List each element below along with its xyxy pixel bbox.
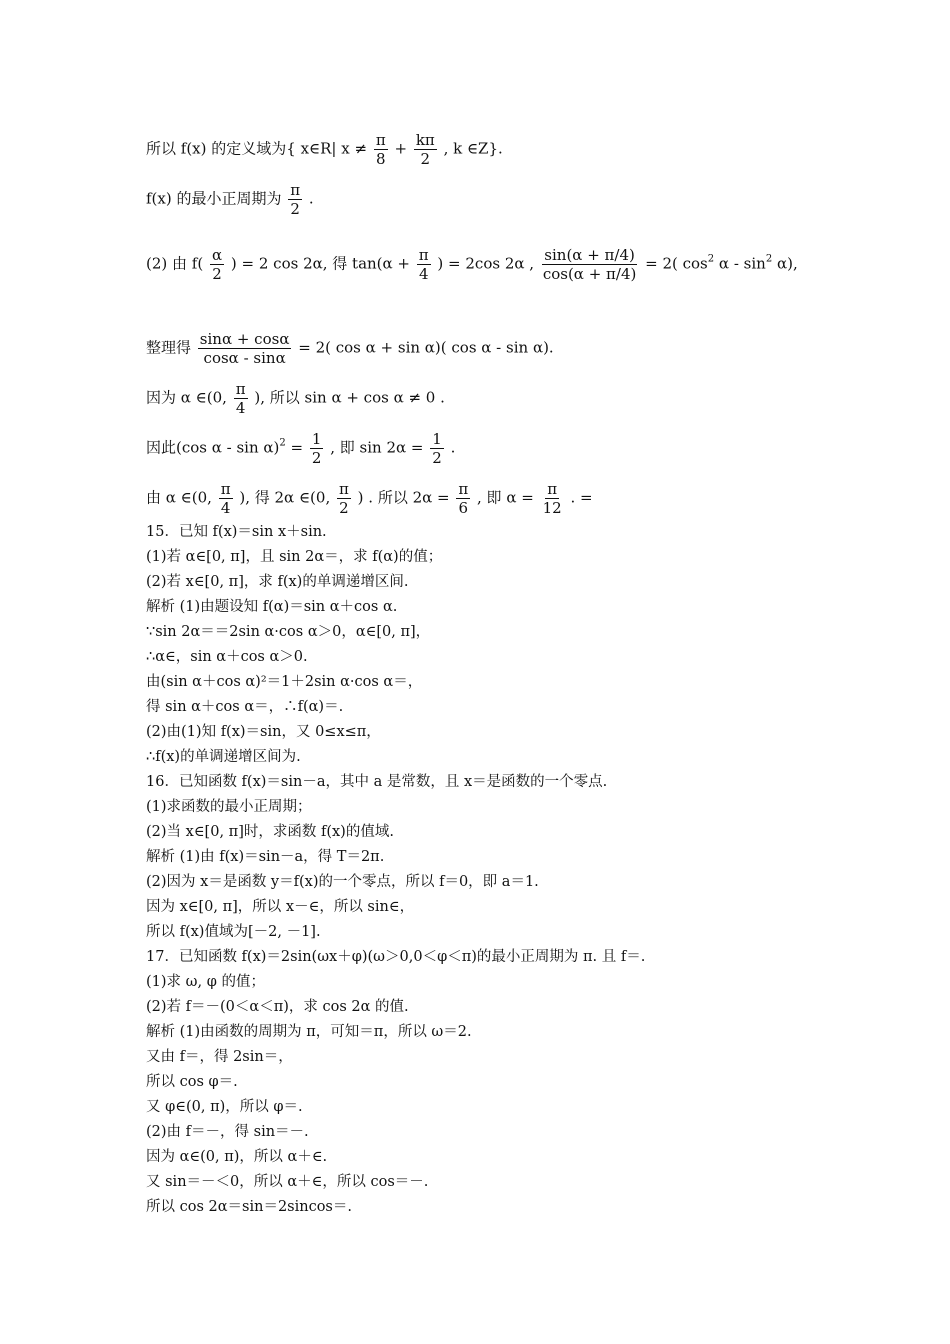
text-line: ∴f(x)的单调递增区间为. bbox=[146, 749, 301, 765]
text-line: (2)若 x∈[0, π]，求 f(x)的单调递增区间. bbox=[146, 574, 409, 590]
numerator: α bbox=[211, 246, 223, 264]
numerator: π bbox=[290, 181, 301, 199]
text-line: 所以 cos φ＝. bbox=[146, 1074, 238, 1090]
denominator: 8 bbox=[375, 150, 386, 168]
text: = 2( cos bbox=[645, 254, 708, 273]
text-line: (1)求函数的最小正周期； bbox=[146, 799, 312, 815]
text: α - sin bbox=[718, 254, 766, 273]
text-line: 解析 (1)由题设知 f(α)＝sin α＋cos α. bbox=[146, 599, 398, 615]
denominator: 4 bbox=[220, 499, 231, 517]
fraction bbox=[541, 480, 564, 517]
denominator: 2 bbox=[212, 265, 222, 283]
range-line bbox=[146, 380, 445, 417]
text: (2) 由 f( bbox=[146, 254, 204, 273]
denominator: 2 bbox=[290, 200, 300, 218]
superscript: 2 bbox=[707, 253, 715, 265]
text: , 即 α = bbox=[477, 488, 534, 507]
fraction bbox=[541, 246, 639, 283]
superscript: 2 bbox=[279, 437, 286, 449]
superscript: 2 bbox=[765, 253, 773, 265]
fraction bbox=[210, 246, 224, 283]
fraction bbox=[414, 131, 437, 168]
text: , 即 sin 2α = bbox=[330, 438, 424, 457]
period-line bbox=[146, 181, 314, 218]
text-line: (2)因为 x＝是函数 y＝f(x)的一个零点，所以 f＝0，即 a＝1. bbox=[146, 874, 539, 890]
text-line: 解析 (1)由函数的周期为 π，可知＝π，所以 ω＝2. bbox=[146, 1024, 472, 1040]
numerator: π bbox=[458, 480, 469, 498]
simplify-line bbox=[146, 330, 554, 367]
text: ), 所以 sin α + cos α ≠ 0 . bbox=[254, 388, 445, 407]
text: ) = 2cos 2α , bbox=[437, 254, 535, 273]
text: f(x) 的最小正周期为 bbox=[146, 189, 282, 208]
conclusion-line bbox=[146, 480, 593, 517]
numerator: π bbox=[418, 246, 429, 264]
fraction bbox=[456, 480, 470, 517]
fraction bbox=[198, 330, 292, 367]
numerator: 1 bbox=[432, 430, 442, 448]
denominator: cos(α + π/4) bbox=[542, 265, 637, 283]
text-line: (2)由 f＝－，得 sin＝－. bbox=[146, 1124, 309, 1140]
denominator: 4 bbox=[418, 265, 429, 283]
text-line: (1)若 α∈[0, π]，且 sin 2α＝，求 f(α)的值； bbox=[146, 549, 443, 565]
text: 由 α ∈(0, bbox=[146, 488, 212, 507]
text-line: (2)由(1)知 f(x)＝sin，又 0≤x≤π， bbox=[146, 724, 381, 740]
text-line: (1)求 ω, φ 的值； bbox=[146, 974, 265, 990]
numerator: 1 bbox=[311, 430, 322, 448]
denominator: 2 bbox=[339, 499, 349, 517]
fraction bbox=[219, 480, 233, 517]
text-line: 又 sin＝－＜0，所以 α＋∈，所以 cos＝－. bbox=[146, 1174, 429, 1190]
text-line: ∴α∈，sin α＋cos α＞0. bbox=[146, 649, 308, 665]
text: ), 得 2α ∈(0, bbox=[239, 488, 331, 507]
text: 所以 f(x) 的定义域为{ x∈R| x ≠ bbox=[146, 139, 368, 158]
text: , k ∈Z}. bbox=[443, 139, 503, 158]
numerator: sinα + cosα bbox=[199, 330, 290, 348]
text: . bbox=[308, 189, 314, 208]
square-line bbox=[146, 430, 455, 467]
fraction bbox=[288, 181, 302, 218]
text: = 2( cos α + sin α)( cos α - sin α). bbox=[298, 338, 554, 357]
fraction bbox=[310, 430, 324, 467]
domain-line bbox=[146, 131, 503, 168]
text-line: 因为 α∈(0, π)，所以 α＋∈. bbox=[146, 1149, 328, 1165]
part2-given-line bbox=[146, 246, 798, 283]
text-line: 解析 (1)由 f(x)＝sin－a，得 T＝2π. bbox=[146, 849, 385, 865]
text-line: 15．已知 f(x)＝sin x＋sin. bbox=[146, 524, 327, 540]
denominator: 2 bbox=[432, 449, 442, 467]
text-line: 17．已知函数 f(x)＝2sin(ωx＋φ)(ω＞0,0＜φ＜π)的最小正周期为 π. 且 f＝. bbox=[146, 949, 646, 965]
text-line: 又 φ∈(0, π)，所以 φ＝. bbox=[146, 1099, 303, 1115]
text: 因为 α ∈(0, bbox=[146, 388, 227, 407]
text-line: ∵sin 2α＝＝2sin α·cos α＞0，α∈[0, π]， bbox=[146, 624, 431, 640]
text: ) = 2 cos 2α, 得 tan(α + bbox=[230, 254, 410, 273]
text: = bbox=[290, 438, 304, 457]
text-line: 由(sin α＋cos α)²＝1＋2sin α·cos α＝， bbox=[146, 674, 423, 690]
denominator: cosα - sinα bbox=[203, 349, 286, 367]
text: . = bbox=[570, 488, 593, 507]
text: 因此(cos α - sin α) bbox=[146, 438, 280, 457]
numerator: kπ bbox=[415, 131, 435, 149]
text-line: 16．已知函数 f(x)＝sin－a，其中 a 是常数，且 x＝是函数的一个零点. bbox=[146, 774, 608, 790]
numerator: π bbox=[220, 480, 231, 498]
text-line: 所以 cos 2α＝sin＝2sincos＝. bbox=[146, 1199, 352, 1215]
denominator: 2 bbox=[311, 449, 322, 467]
numerator: π bbox=[375, 131, 386, 149]
denominator: 6 bbox=[458, 499, 469, 517]
numerator: π bbox=[547, 480, 558, 498]
text-line: (2)当 x∈[0, π]时，求函数 f(x)的值域. bbox=[146, 824, 394, 840]
text-line: 所以 f(x)值域为[－2, －1]. bbox=[146, 924, 321, 940]
text-line: 得 sin α＋cos α＝，∴f(α)＝. bbox=[146, 699, 344, 715]
text: α), bbox=[776, 254, 798, 273]
denominator: 2 bbox=[420, 150, 431, 168]
text-line: 因为 x∈[0, π]，所以 x－∈，所以 sin∈， bbox=[146, 899, 415, 915]
numerator: sin(α + π/4) bbox=[544, 246, 635, 264]
text: . bbox=[450, 438, 456, 457]
fraction bbox=[374, 131, 388, 168]
numerator: π bbox=[235, 380, 246, 398]
text: ) . 所以 2α = bbox=[357, 488, 450, 507]
text-line: 又由 f＝，得 2sin＝， bbox=[146, 1049, 293, 1065]
fraction bbox=[430, 430, 444, 467]
fraction bbox=[234, 380, 248, 417]
numerator: π bbox=[339, 480, 349, 498]
fraction bbox=[417, 246, 431, 283]
text: + bbox=[394, 139, 408, 158]
denominator: 4 bbox=[235, 399, 246, 417]
fraction bbox=[337, 480, 351, 517]
denominator: 12 bbox=[542, 499, 562, 517]
text-line: (2)若 f＝－(0＜α＜π)，求 cos 2α 的值. bbox=[146, 999, 409, 1015]
text: 整理得 bbox=[146, 338, 192, 357]
